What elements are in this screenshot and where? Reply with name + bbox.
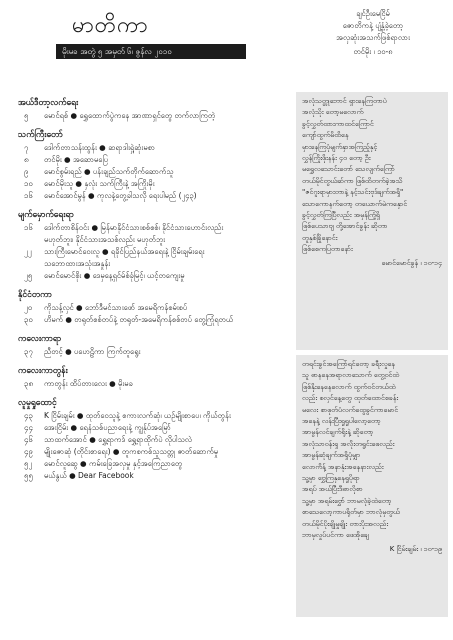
header-poem-line: အလှဆုံးအသက်ဖြစ်ရာလား [336, 33, 410, 42]
toc-section [18, 128, 288, 202]
entry-line: မောင်မိုးသူ ● နှလုံး သက်ကြီးနဲ့ အကြိုးမိုး [44, 179, 155, 188]
poem-line: အလုံသတ္တုဘောင် ရှားနေကြတာပဲ [302, 97, 387, 105]
entry-line: မျိုးဇောဆုံ (တိုင်းစာရေး) ● တူကစကစ်သူသတ္တု ဇာတ်ဆောက်မှု [44, 447, 219, 456]
poem-line: စာသေလော့ကာပရိုတ်မှာ ဘာလုံမှတွယ် [302, 508, 400, 517]
poem-line: တူနှစ်ခြိုနောင်း [302, 233, 338, 242]
header-poem-line: ချင်ဦးမေငြိမ် [356, 9, 390, 18]
poem-line: ဖြစ်နိုးနေနေလောက် ထွက်ဝင်တယ်ထဲ [302, 382, 396, 391]
poem-line: လွှန်ကြိုးဖိုးနန်း ၄၀ တော့ ဦး [302, 154, 371, 163]
page-number: ၄၉ [24, 447, 33, 456]
page-number: ၇ [24, 143, 29, 152]
poem-lines [302, 359, 442, 542]
poem-line: သူ့မှာ အရမ်းဗွှော် ဘာမလုံခဲ့ထဲတော့ [302, 496, 392, 505]
entry-line: ဒေါက်တာသန်းထွန်း ● ဆရာဒါးရှဲ့ဆုံးမစာ [44, 143, 155, 152]
page-number: ၂၀ [24, 303, 33, 312]
toc-entry[interactable] [18, 246, 288, 270]
entry-text [44, 178, 288, 190]
section-title: မျက်မှောက်ရေးရာ [18, 210, 74, 220]
entry-text [44, 470, 288, 482]
poem-line: အရပ် အယ်ပြီးဒီဓာလိုစာ [302, 485, 363, 494]
toc-entry[interactable] [18, 314, 288, 326]
entry-line: အေးငြိမ်း ● ရေနံသစ်ပညာရေးနဲ့ ကျွန်ုပ်အမြော် [44, 423, 171, 432]
page-number: ၂၅ [24, 271, 33, 280]
section-title: သက်ကြီးတော် [18, 130, 63, 140]
toc-entry[interactable] [18, 166, 288, 178]
entry-line: မယ်နွယ် ● Dear Facebook [44, 471, 134, 480]
poem-line: အလုံသိုး တော့မလောက် [302, 108, 364, 117]
entry-text [44, 166, 288, 178]
entry-line: မဟုတ်ဘူး၊ နိုင်ငံသားအသစ်လည်း မဟုတ်ဘူး [44, 235, 166, 244]
table-of-contents [18, 92, 288, 488]
poem-line: အနေနဲ့ လန်းပြီးရှုရှုပါလော့တော့ [302, 417, 381, 426]
page-header [0, 0, 453, 78]
page-number: ၉ [24, 167, 29, 176]
page-number: ၅၂ [24, 459, 33, 468]
page-number: ၈ [24, 155, 29, 164]
toc-entry[interactable] [18, 178, 288, 190]
poem-line: ဖြစ်စေကပြတာနော်း [302, 245, 353, 254]
page-number: ၄၆ [24, 435, 33, 444]
entry-line: သာထက်အောင် ● ရွှေ့ရာကဒ် ရွှေ့ရာထိုက်ပဲ လိုပါသလဲ [44, 435, 192, 444]
toc-entry[interactable] [18, 270, 288, 282]
entry-line: မောင်အောင်မွန် ● ကုလနဲ့တွေ့ခါသလို ရေးပါမည် (၂၄၃) [44, 191, 197, 200]
toc-entry[interactable] [18, 222, 288, 246]
toc-entry[interactable] [18, 154, 288, 166]
entry-line: သဘောထားအသုံးအနှုန်း [44, 259, 111, 268]
entry-text [44, 378, 288, 390]
poem-line: သူ ဓာနနေအရာလာသောက် တွေ့ဝင်ထဲ [302, 371, 400, 380]
section-title: နိုင်ငံတကာ [18, 290, 52, 300]
entry-text [44, 446, 288, 458]
entry-line: မောင်ရစ် ● ရွှေထောက်ပွဲကနေ အာဏာရှင်တွေ တက်လာကြတဲ့ [44, 111, 216, 120]
page-number: ၃၈ [24, 379, 34, 388]
toc-entry[interactable] [18, 378, 288, 390]
entry-line: မောင်မောင်စိုး ● ဒေမှနေ့ရှင်မ်စ်ခုံမြင့်၊ ယင့်တကျေးမှု [44, 271, 185, 280]
entry-line: K ငြိမ်းချမ်း ● ထုတ်ဝေသူနဲ့ စကားလက်ဆုံ၊ ယဉ်မျိုးစာပေ၊ ကိုယ်တွန်း [44, 411, 231, 420]
poem-line: ကျော်ထွက်မိထိနေ [302, 131, 349, 140]
poem-line: တယ်မိုင်ပိုးချိုမှုချိုး တားပိုးအလည်း [302, 519, 389, 528]
toc-entry[interactable] [18, 446, 288, 458]
poem-line: "ဇင်ဂူးရာမှားတာနဲ့ နင့်သင်းဗုဒ်ချက်အရှိ" [302, 188, 404, 197]
toc-entry[interactable] [18, 434, 288, 446]
poem-line: ခွင့်လွှတ်ထားကာထင်ကြောင် [302, 119, 374, 128]
entry-line: မောင်စွမ်းရည် ● ပန်းချည်သက်တိုက်ဆောက်သူ [44, 167, 174, 176]
poem-line: မှားနေကြပုံမျက်နှာအကြည့်နှင့် [302, 142, 378, 151]
entry-line: ညီတင့် ● ပဟေဠိကာ ကြက်တူရွေး [44, 347, 141, 356]
entry-line: ဒေါက်တာစိန်ဝင်း ● မြန်မာနိုင်ငံသားစစ်စစ်၊ နိုင်ငံသားဟောင်းလည်း [44, 223, 224, 232]
page-number: ၄၃ [24, 411, 33, 420]
section-title: လူမှုရှုထောင့် [18, 398, 57, 408]
toc-entry[interactable] [18, 190, 288, 202]
page-title: မာတိကာ [72, 13, 149, 38]
page-number: ၁၆ [24, 191, 33, 200]
entry-text [44, 410, 288, 422]
entry-text [44, 270, 288, 282]
entry-text [44, 154, 288, 166]
issue-bar: မိုးမခ အတွဲ ၅ အမှတ် ၆၊ ဇွန်လ ၂၀၁၀ [56, 44, 246, 59]
entry-text [44, 302, 288, 314]
page-number: ၄၄ [24, 423, 33, 432]
header-poem-credit: တင်မိုး ၊ ၁၀-၈ [353, 47, 393, 56]
entry-line: ကာတွန်း ထိပ်တားလေး ● မိုးမခ [44, 379, 133, 388]
poem-line: တယ်မိုင်တွယ်ဆ်ကာ ဖြစ်ထိတက်ခဲ့အသိ [302, 176, 403, 185]
poem-signature: K ငြိမ်းချမ်း ၊ ၁၀-၁၉ [389, 544, 442, 553]
header-poem-line: ဇောတိကနဲ့ ပျံ့နှံ့ခဲ့တော့ [342, 21, 404, 30]
poem-lines [302, 96, 442, 256]
poem-line: သူ့မှာ ဗွှေ့ကြနှနေရှုပိုရာ [302, 474, 360, 483]
toc-section [18, 364, 288, 390]
entry-line: သားကြီးမောင်ဝေးလူ ● ရခိုင်ပြည်နယ်အရေးနဲ့ ငြိမ်းချမ်းရေး [44, 247, 205, 256]
entry-text [44, 458, 288, 470]
toc-entry[interactable] [18, 110, 288, 122]
toc-section [18, 96, 288, 122]
entry-line: မောင်လူဆွေ ● ကမ်းခြေအလှမှု နှင့်အကြေညာတွေ [44, 459, 183, 468]
page-number: ၂၂ [24, 247, 32, 256]
sidebar-poem-1 [296, 92, 448, 350]
page-number: ၅၅ [24, 471, 33, 480]
page-number: ၃၀ [24, 315, 33, 324]
entry-line: ကိုသန့်လှင် ● ဘော်ဒီမင်သားဖော် အမေရိကန်စမ်းစပ် [44, 303, 188, 312]
sidebar-poem-2 [296, 355, 448, 617]
entry-text [44, 346, 288, 358]
poem-line: ဖြစ်ပေသာဗျ တို့အောင်ခွန်း ဆိုတာ [302, 222, 388, 231]
entry-text [44, 434, 288, 446]
header-poem [298, 8, 448, 58]
entry-line: ဟိမက် ● တရုတ်စစ်တပ်နဲ့ တရုတ်-အမေရိကန်စစ်တပ် တွေ့ကြုံရတယ် [44, 315, 234, 324]
poem-line: လောကိန့် အနာနုံးအနေနားလည်း [302, 462, 384, 471]
poem-line: မရွှေလသောင်းတော် သေလျက်ကြော် [302, 165, 395, 174]
entry-text [44, 142, 288, 154]
toc-entry[interactable] [18, 410, 288, 422]
toc-entry[interactable] [18, 470, 288, 482]
toc-section [18, 396, 288, 482]
toc-section [18, 332, 288, 358]
toc-section [18, 288, 288, 326]
poem-line: အာမွန်လင်ချက်ရိုးနဲ့ ဆိုတော့ [302, 428, 374, 437]
entry-text [44, 314, 288, 326]
section-title: ကလေးကာတွန်း [18, 366, 68, 376]
toc-section [18, 208, 288, 282]
entry-text [44, 110, 288, 122]
entry-text [44, 422, 288, 434]
poem-line: အာမွန်ဆုံချက်အရှိပုံမျှာ [302, 451, 361, 460]
toc-entry[interactable] [18, 422, 288, 434]
page-number: ၃၇ [24, 347, 33, 356]
entry-text [44, 190, 288, 202]
section-title: ကလေးကာရာ [18, 334, 62, 344]
poem-line: လည်း စလှင်နေ့တွေ ထုတ်ထောင်စခန်း [302, 394, 399, 403]
poem-line: ဘာမှလှုပ်ပင်ကာ ဖေအိုချေ [302, 531, 369, 540]
toc-entry[interactable] [18, 142, 288, 154]
poem-line: သောကောနက်တော့ တယောက်မဲကနှောင် [302, 199, 408, 208]
poem-line: မလေး စာဖုတ်ပံလက်ထွေခွင်ကာမောင် [302, 405, 399, 414]
entry-text [44, 246, 288, 270]
poem-line: အလုံသာဝန်းရှ အလိုးတရွင်းဖေလည်း [302, 439, 395, 448]
toc-entry[interactable] [18, 458, 288, 470]
toc-entry[interactable] [18, 346, 288, 358]
poem-signature: မောင်မောင်ခွန် ၊ ၁၀-၁၄ [381, 258, 442, 267]
poem-line: ခွင့်လွှတ်ကြပြီလည်း အမှန်ကြံ့ရှိ [302, 211, 380, 220]
page-number: ၅ [24, 111, 29, 120]
toc-entry[interactable] [18, 302, 288, 314]
entry-line: တင်မိုး ● အဆောမပြေ [44, 155, 109, 164]
page-number: ၁၀ [24, 179, 33, 188]
entry-text [44, 222, 288, 246]
section-title: အယ်ဒီတာ့လက်ရေး [18, 98, 79, 108]
poem-line: တရင်းခွင်အကြော်ရင်တော့ ခရီးလှုနေ [302, 360, 395, 368]
page-number: ၁၆ [24, 223, 33, 232]
